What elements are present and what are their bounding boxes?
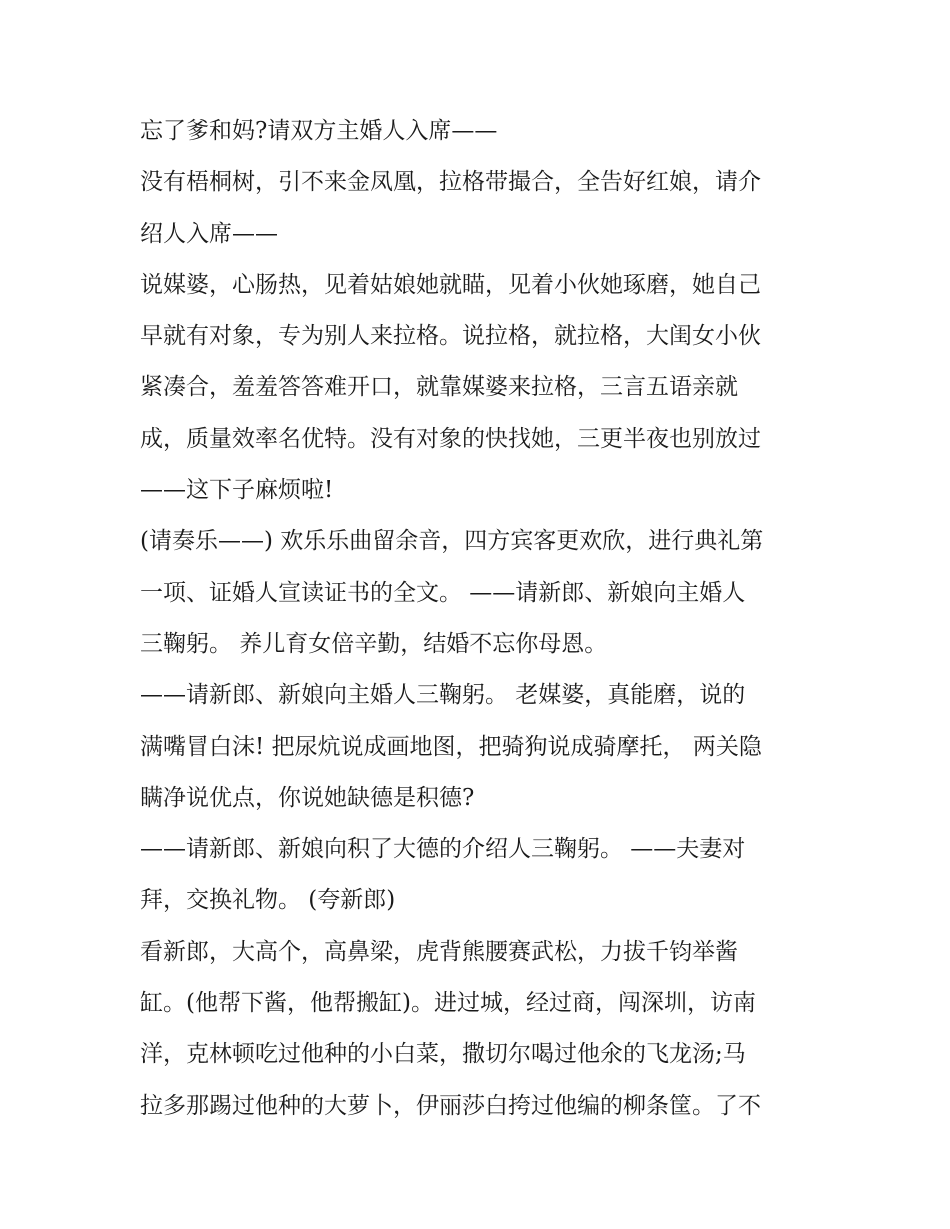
text-line: ——请新郎、新娘向主婚人三鞠躬。 老媒婆，真能磨，说的 <box>140 682 746 709</box>
text-line: 满嘴冒白沫! 把尿炕说成画地图，把骑狗说成骑摩托， 两关隐 <box>140 733 762 760</box>
text-line: 早就有对象，专为别人来拉格。说拉格，就拉格，大闺女小伙 <box>140 323 761 350</box>
text-line: 缸。(他帮下酱，他帮搬缸)。进过城，经过商，闯深圳，访南 <box>140 990 756 1017</box>
text-line: (请奏乐——) 欢乐乐曲留余音，四方宾客更欢欣，进行典礼第 <box>140 528 764 555</box>
text-line: 说媒婆，心肠热，见着姑娘她就瞄，见着小伙她琢磨，她自己 <box>140 271 761 298</box>
text-line: 没有梧桐树，引不来金凤凰，拉格带撮合，全告好红娘，请介 <box>140 169 761 196</box>
text-line: 紧凑合，羞羞答答难开口，就靠媒婆来拉格，三言五语亲就 <box>140 374 738 401</box>
body-text <box>140 106 820 1132</box>
text-line: 三鞠躬。 养儿育女倍辛勤，结婚不忘你母恩。 <box>140 630 608 657</box>
text-line: 瞒净说优点，你说她缺德是积德? <box>140 784 475 811</box>
text-line: 拜，交换礼物。 (夸新郎) <box>140 887 396 914</box>
text-line: 成，质量效率名优特。没有对象的快找她，三更半夜也别放过 <box>140 425 761 452</box>
text-line: 看新郎，大高个，高鼻梁，虎背熊腰赛武松，力拔千钧举酱 <box>140 938 738 965</box>
text-line: 绍人入席—— <box>140 220 278 247</box>
text-line: ——这下子麻烦啦! <box>140 477 334 504</box>
text-line: 洋，克林顿吃过他种的小白菜，撒切尔喝过他氽的飞龙汤;马 <box>140 1041 746 1068</box>
text-line: 忘了爹和妈?请双方主婚人入席—— <box>140 118 498 144</box>
text-line: 一项、证婚人宣读证书的全文。 ——请新郎、新娘向主婚人 <box>140 579 746 606</box>
text-line: ——请新郎、新娘向积了大德的介绍人三鞠躬。 ——夫妻对 <box>140 836 746 863</box>
text-line: 拉多那踢过他种的大萝卜，伊丽莎白挎过他编的柳条筐。了不 <box>140 1092 761 1119</box>
